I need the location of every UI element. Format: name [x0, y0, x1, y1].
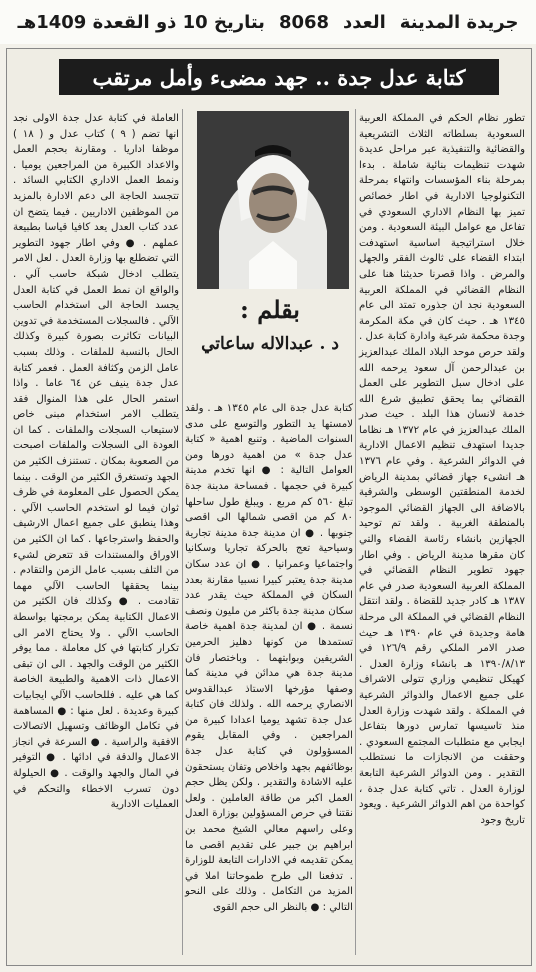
issue-label: العدد [343, 11, 386, 33]
article-column-middle [185, 401, 353, 916]
article-column-left [13, 111, 179, 813]
article-text: كتابة عدل جدة الى عام ١٣٤٥ هـ . ولقد لامستها يد التطور والتوسع على مدى السنوات الماضية . وتنبع اهمية « كتابة عدل جدة » من اهمية دورها ومن العوامل التالية : ● انها تخدم مدينة كبيرة في حجمها . فمساحة مدينة جدة تبلغ ٥٦٠ كم مربع . ويبلغ طول ساحلها ٨٠ كم من اقصى شمالها الى اقصى جنوبها . ● ان مدينة جدة مدينة تجارية وسياحية تعج بالحركة تجاريا وسكانيا واجتماعيا وعمرانيا . ● ان عدد سكان مدينة جدة يعتبر كبيرا نسبيا مقارنة بعدد السكان في المملكة حيث يقدر عدد سكان مدينة جدة باكثر من مليون ونصف نسمة . ● ان لمدينة جدة اهمية خاصة تستمدها من كونها دهليز الحرمين الشريفين وبوابتهما . وباختصار فان مدينة جدة هي مدائن في مدينة كما وصفها مؤرخها الاستاذ عبدالقدوس الانصاري يرحمه الله . ولذلك فان كتابة عدل جدة تشهد يوميا اعدادا كبيرة من المراجعين . وفي المقابل يقوم المسؤولون في كتابة عدل جدة بوظائفهم بجهد واخلاص وتفان يستحقون عليه الاشادة والتقدير . ولكن يظل حجم العمل اكبر من طاقة العاملين . ولعل نقتنا في حرص المسؤولين بوزارة العدل وعلى راسهم معالي الشيخ محمد بن ابراهيم بن جبير على تقديم اقصى ما يمكن تقديمه في الادارات التابعة للوزارة . تدفعنا الى طرح طموحاتنا املا في المزيد من التكامل . وذلك على النحو التالي : ● بالنظر الى حجم القوى [185, 403, 354, 913]
column-rule [355, 109, 356, 955]
column-rule [182, 109, 183, 955]
author-photo [197, 111, 349, 289]
article-column-right [359, 111, 525, 828]
author-portrait-image [197, 111, 349, 289]
masthead [0, 0, 536, 44]
article-text: تطور نظام الحكم في المملكة العربية السعودية بسلطاته الثلاث التشريعية والقضائية والتنفيذية عبر مراحل عديدة شهدت تنظيمات بنائية شاملة . بدءا بمرحلة بناء المؤسسات وانتهاء بمرحلة التكنولوجيا الادارية في اطار خصائص تميز بها النظام الاداري السعودي في تفاعل مع عوامل البيئة السعودية . ومن خلال استراتيجية اساسية استهدفت ابتداء القضاء على ثالوث الفقر والجهل والمرض . واذا قصرنا حديثنا هنا على النظام القضائي في المملكة العربية السعودية نجد ان جذوره تمتد الى عام ١٣٤٥ هـ . حيث كان في مكة المكرمة وجدة محكمة شرعية وادارة كتابة عدل . ولقد حرص موحد البلاد الملك عبدالعزيز بن عبدالرحمن آل سعود يرحمه الله على ادخال سبل التطوير على العمل القضائي بما يحقق تطبيق شرع الله خدمة لانسان هذا البلد . حيث صدر الملك عبدالعزيز في عام ١٣٧٢ هـ نظاما جديدا استهدف تنظيم الاعمال الادارية في الدوائر الشرعية . وفي عام ١٣٧٦ هـ انشىء جهاز قضائي بمدينة الرياض لخدمة المنطقتين الوسطى والشرقية بالاضافة الى الجهاز القضائي الموجود بالمنطقة الغربية . ولقد تم توحيد الجهازين بانشاء رئاسة القضاء والتي كان مقرها مدينة الرياض . وفي اطار جهود تطوير النظام القضائي في المملكة العربية السعودية صدر في عام ١٣٨٧ هـ كادر جديد للقضاة . ولقد انتقل النظام القضائي في المملكة الى مرحلة هامة وجديدة في عام ١٣٩٠ هـ حيث صدر الامر الملكي رقم ١٢٦/٩ في ١٣٩٠/٨/١٣ هـ بانشاء وزارة العدل . كهيكل تنظيمي وزاري تتولى الاشراف على جميع الاعمال والدوائر الشرعية في المملكة . ولقد شهدت وزارة العدل منذ تاسيسها تمارس دورها بتفاعل ايجابي مع متطلبات المجتمع السعودي . وحققت من الانجازات ما نستطلب التقدير . ومن الدوائر الشرعية التابعة لوزارة العدل . تاتي كتابة عدل جدة ، كواحدة من اهم الدوائر الشرعية . ويعود تاريخ وجود [358, 113, 525, 826]
article-clipping [6, 48, 532, 966]
issue-date: بتاريخ 10 ذو القعدة 1409هـ [17, 11, 265, 33]
issue-number: 8068 [278, 11, 330, 33]
article-text: العاملة في كتابة عدل جدة الاولى نجد انها تضم ( ٩ ) كتاب عدل و ( ١٨ ) موظفا اداريا . ومقارنة بحجم العمل والاعداد الكبيرة من المراجعين يوميا . ونمط العمل الاداري الكتابي السائد . تتجسد الحاجة الى دعم الادارة بالمزيد من الموظفين الاداريين . فيما يتضح ان عدد كتاب العدل يعد كافيا قياسا بطبيعة عملهم . ● وفي اطار جهود التطوير التي تضطلع بها وزارة العدل . لعل الامر يتطلب ادخال شبكة حاسب آلي . والواقع ان نمط العمل في كتابة العدل يجسد الحاجة الى استخدام الحاسب الآلي . فالسجلات المستخدمة في تدوين البيانات تكاثرت بصورة كبيرة وكذلك الحال بالنسبة للملفات . وذلك بسبب عامل الزمن وكثافة العمل . فعمر كتابة عدل جدة ينيف عن ٦٤ عاما . واذا استمر الحال على هذا المنوال فقد يتطلب الامر استخدام مبنى خاص لاستيعاب السجلات والملفات . كما ان العودة الى السجلات والملفات اصبحت من الصعوبة بمكان . تستنزف الكثير من الجهد وتستغرق الكثير من الوقت . بينما يمكن الحصول على المعلومة في ظرف ثوان فيما لو استخدم الحاسب الآلي . وهذا ينطبق على جميع اعمال الارشيف والحفظ واسترجاعها . كما ان الكثير من الاوراق والمستندات قد تتعرض لشيء من التلف بسبب عامل الزمن والتقادم . بينما يحققها الحاسب الآلي مهما تقادمت . ● وكذلك فان الكثير من الاعمال الكتابية يمكن برمجتها بواسطة الحاسب الآلي . ولا يحتاج الامر الى تكرار كتابتها في كل معاملة . مما يوفر الكثير من الوقت والجهد . الى ان تبقى الاعمال ذات الاهمية والطبيعة الخاصة كما هي عليه . فللحاسب الآلي ايجابيات كبيرة وعديدة . لعل منها : ● المساهمة في تكامل الوظائف وتسهيل الاتصالات الافقية والراسية . ● السرعة في انجاز الاعمال والدقة في ادائها . ● التوفير في المال والجهد والوقت . ● الحيلولة دون تسرب الاخطاء والتحكم في العمليات الادارية [13, 113, 180, 811]
byline-label: بقلم : [240, 295, 300, 324]
author-name: د . عبدالاله ساعاتي [201, 334, 339, 354]
newspaper-name: جريدة المدينة [399, 11, 519, 33]
byline [187, 293, 353, 397]
article-title: كتابة عدل جدة .. جهد مضىء وأمل مرتقب [59, 59, 499, 95]
